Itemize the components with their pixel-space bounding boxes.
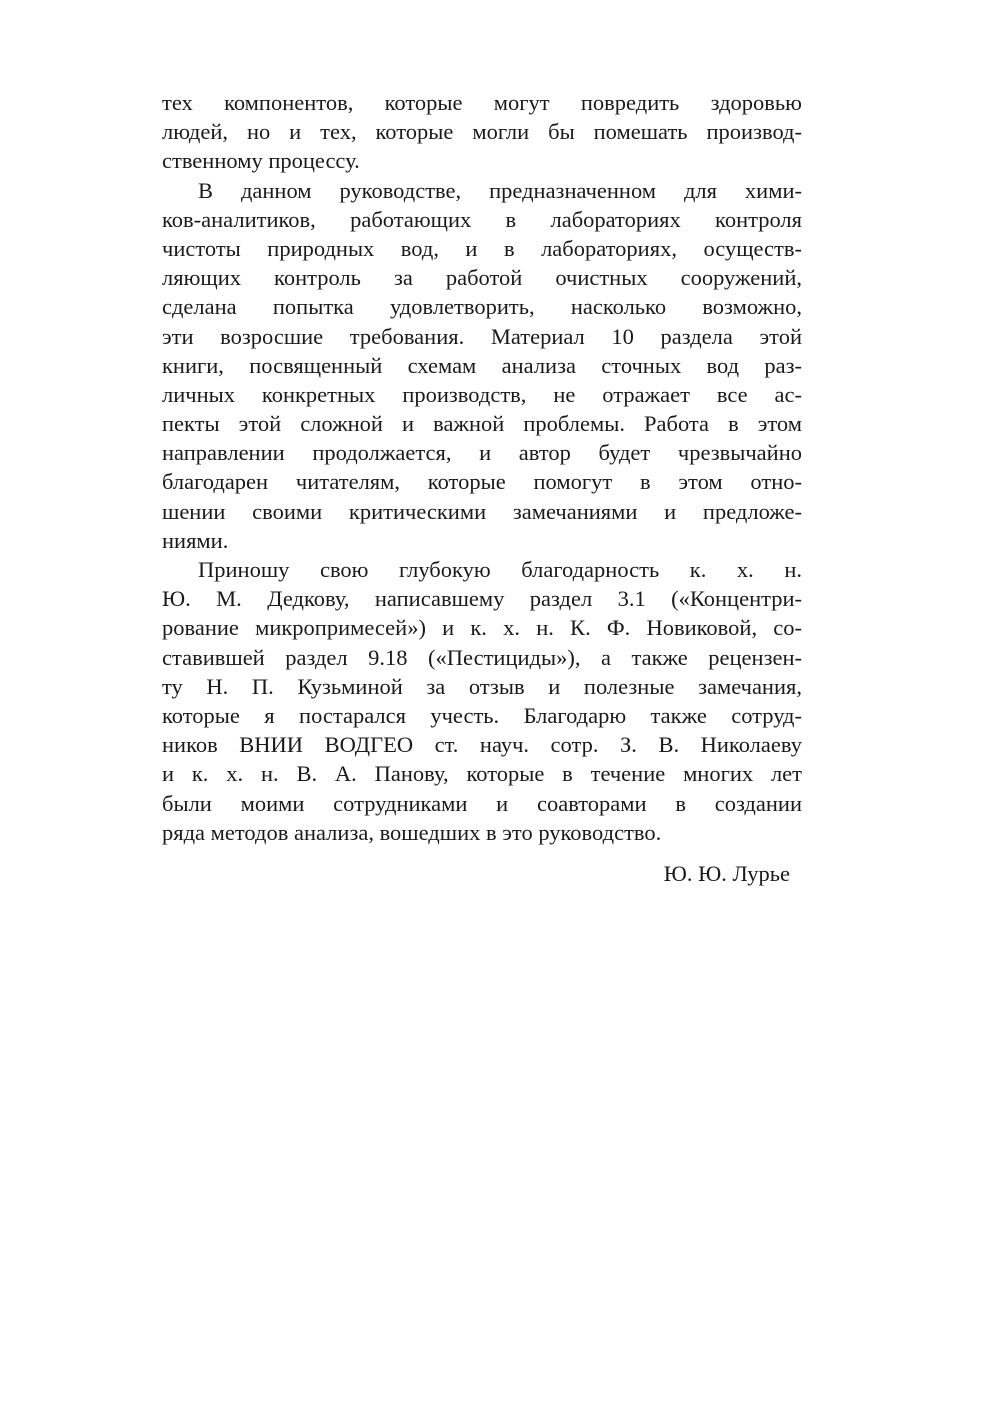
text-line: сделана попытка удовлетворить, насколько возможно,	[162, 294, 802, 320]
text-line: рование микропримесей») и к. х. н. К. Ф. Новиковой, со-	[162, 615, 802, 641]
paragraph-2	[162, 176, 802, 555]
body-text	[162, 88, 802, 847]
text-line: личных конкретных производств, не отражает все ас-	[162, 381, 802, 407]
text-line: были моими сотрудниками и соавторами в создании	[162, 790, 802, 816]
text-line: пекты этой сложной и важной проблемы. Работа в этом	[162, 411, 802, 437]
text-line: чистоты природных вод, и в лабораториях, осуществ-	[162, 235, 802, 261]
text-line: ниями.	[162, 527, 229, 553]
text-line: ственному процессу.	[162, 148, 360, 174]
author-signature: Ю. Ю. Лурье	[663, 861, 790, 886]
text-line: книги, посвященный схемам анализа сточных вод раз-	[162, 352, 802, 378]
text-line: эти возросшие требования. Материал 10 раздела этой	[162, 323, 802, 349]
text-line: ставившей раздел 9.18 («Пестициды»), а также рецензен-	[162, 644, 802, 670]
text-line: которые я постарался учесть. Благодарю также сотруд-	[162, 702, 802, 728]
text-line: В данном руководстве, предназначенном для хими-	[198, 177, 802, 203]
text-line: тех компонентов, которые могут повредить здоровью	[162, 90, 802, 115]
text-line: ляющих контроль за работой очистных сооружений,	[162, 265, 802, 291]
paragraph-1	[162, 88, 802, 176]
text-line: ряда методов анализа, вошедших в это руководство.	[162, 819, 662, 845]
text-line: Приношу свою глубокую благодарность к. х. н.	[198, 557, 802, 582]
text-line: направлении продолжается, и автор будет чрезвычайно	[162, 440, 802, 466]
paragraph-3	[162, 555, 802, 847]
text-line: и к. х. н. В. А. Панову, которые в течение многих лет	[162, 761, 802, 787]
text-line: ту Н. П. Кузьминой за отзыв и полезные замечания,	[162, 673, 802, 699]
text-line: благодарен читателям, которые помогут в этом отно-	[162, 469, 802, 495]
text-line: Ю. М. Дедкову, написавшему раздел 3.1 («Концентри-	[162, 586, 802, 612]
text-line: шении своими критическими замечаниями и предложе-	[162, 498, 802, 524]
text-line: ков-аналитиков, работающих в лабораториях контроля	[162, 206, 802, 232]
text-line: людей, но и тех, которые могли бы помешать производ-	[162, 119, 802, 145]
text-line: ников ВНИИ ВОДГЕО ст. науч. сотр. З. В. Николаеву	[162, 732, 802, 758]
